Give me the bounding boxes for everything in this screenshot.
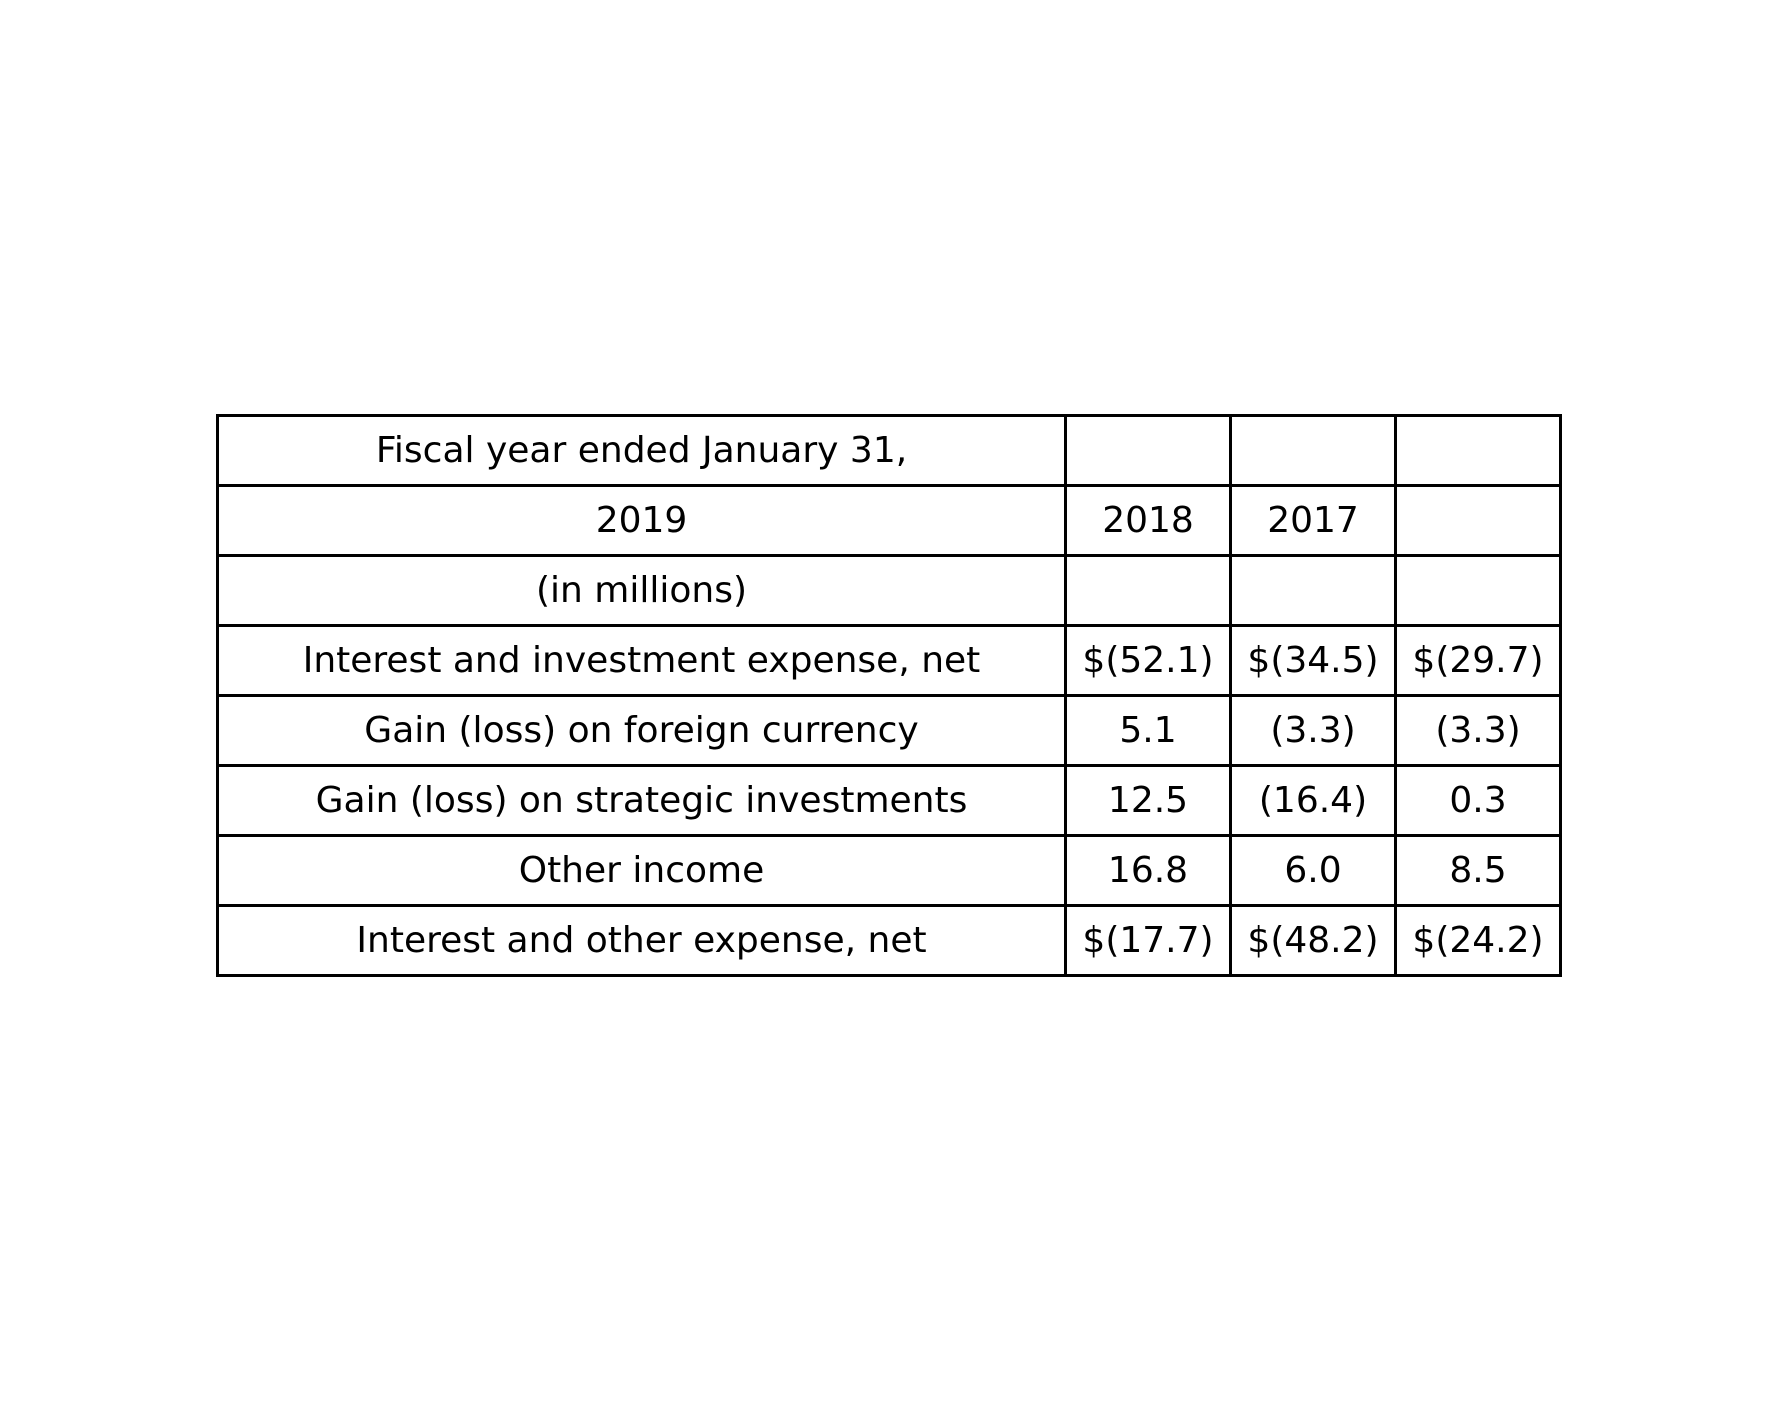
interest-other-expense-table <box>216 414 1562 977</box>
row-label: Gain (loss) on foreign currency <box>218 696 1066 766</box>
cell-fiscal-year-label: Fiscal year ended January 31, <box>218 416 1066 486</box>
table-cell: 5.1 <box>1066 696 1231 766</box>
cell-year-2018: 2018 <box>1066 486 1231 556</box>
table-row-total <box>218 906 1561 976</box>
table-row-header-years <box>218 486 1561 556</box>
table-cell <box>1231 416 1396 486</box>
table-cell: 16.8 <box>1066 836 1231 906</box>
table-cell <box>1396 486 1561 556</box>
row-label: Other income <box>218 836 1066 906</box>
table-cell: (3.3) <box>1396 696 1561 766</box>
table-cell <box>1066 556 1231 626</box>
table-cell: $(17.7) <box>1066 906 1231 976</box>
row-label: Interest and investment expense, net <box>218 626 1066 696</box>
table-row-header-fiscal-year <box>218 416 1561 486</box>
table-cell <box>1066 416 1231 486</box>
table-cell: $(48.2) <box>1231 906 1396 976</box>
table-row <box>218 696 1561 766</box>
table-row <box>218 766 1561 836</box>
financial-table-container <box>216 414 1562 977</box>
table-cell: 8.5 <box>1396 836 1561 906</box>
table-cell <box>1396 416 1561 486</box>
table-cell: 12.5 <box>1066 766 1231 836</box>
table-row-header-units <box>218 556 1561 626</box>
cell-units-label: (in millions) <box>218 556 1066 626</box>
table-cell <box>1231 556 1396 626</box>
row-label: Gain (loss) on strategic investments <box>218 766 1066 836</box>
table-cell: $(24.2) <box>1396 906 1561 976</box>
table-cell: 0.3 <box>1396 766 1561 836</box>
table-cell: $(34.5) <box>1231 626 1396 696</box>
table-cell: $(29.7) <box>1396 626 1561 696</box>
table-cell <box>1396 556 1561 626</box>
row-label: Interest and other expense, net <box>218 906 1066 976</box>
table-row <box>218 836 1561 906</box>
cell-year-2017: 2017 <box>1231 486 1396 556</box>
table-cell: $(52.1) <box>1066 626 1231 696</box>
table-row <box>218 626 1561 696</box>
table-cell: 6.0 <box>1231 836 1396 906</box>
table-cell: (3.3) <box>1231 696 1396 766</box>
table-cell: (16.4) <box>1231 766 1396 836</box>
cell-year-2019: 2019 <box>218 486 1066 556</box>
